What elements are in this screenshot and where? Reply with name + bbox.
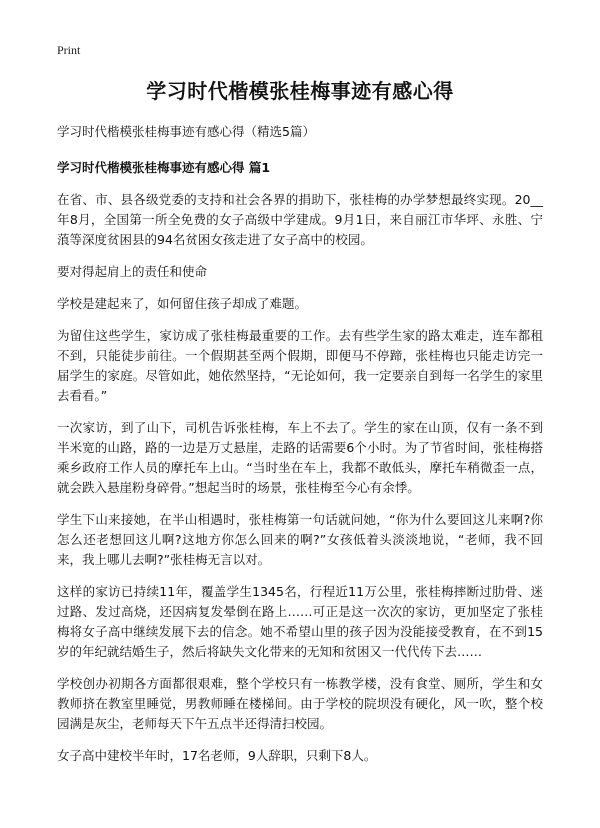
- print-label: Print: [57, 43, 81, 57]
- paragraph-9: 女子高中建校半年时，17名老师，9人辞职，只剩下8人。: [57, 748, 377, 763]
- paragraph-1: 在省、市、县各级党委的支持和社会各界的捐助下，张桂梅的办学梦想最终实现。20__年8月，全国第一所全免费的女子高级中学建成。9月1日，来自丽江市华坪、永胜、宁蒗等深度贫困县的94名贫困女孩走进了女子高中的校园。: [57, 192, 543, 247]
- paragraph-6: 学生下山来接她，在半山相遇时，张桂梅第一句话就问她，“你为什么要回这儿来啊?你怎么还老想回这儿啊?这地方你怎么回来的啊?”女孩低着头淡淡地说，“老师，我不回来，我上哪儿去啊?”张桂梅无言以对。: [57, 512, 543, 567]
- paragraph-7: 这样的家访已持续11年，覆盖学生1345名，行程近11万公里，张桂梅摔断过肋骨、迷过路、发过高烧，还因病复发晕倒在路上……可正是这一次次的家访，更加坚定了张桂梅将女子高中继续发展下去的信念。她不希望山里的孩子因为没能接受教育，在不到15岁的年纪就结婚生子，然后将缺失文化带来的无知和贫困又一代代传下去……: [57, 584, 543, 659]
- paragraph-5: 一次家访，到了山下，司机告诉张桂梅，车上不去了。学生的家在山顶，仅有一条不到半米宽的山路，路的一边是万丈悬崖，走路的话需要6个小时。为了节省时间，张桂梅搭乘乡政府工作人员的摩托车上山。“当时坐在车上，我都不敢低头，摩托车稍微歪一点，就会跌入悬崖粉身碎骨。”想起当时的场景，张桂梅至今心有余悸。: [57, 420, 543, 495]
- document-subtitle: 学习时代楷模张桂梅事迹有感心得（精选5篇）: [57, 124, 315, 139]
- section-heading: 学习时代楷模张桂梅事迹有感心得 篇1: [57, 160, 271, 175]
- paragraph-8: 学校创办初期各方面都很艰难，整个学校只有一栋教学楼，没有食堂、厕所，学生和女教师挤在教室里睡觉，男教师睡在楼梯间。由于学校的院坝没有硬化，风一吹，整个校园满是灰尘，老师每天下午五点半还得清扫校园。: [57, 676, 543, 731]
- document-title: 学习时代楷模张桂梅事迹有感心得: [146, 79, 454, 103]
- paragraph-4: 为留住这些学生，家访成了张桂梅最重要的工作。去有些学生家的路太难走，连车都租不到，只能徒步前往。一个假期甚至两个假期，即便马不停蹄，张桂梅也只能走访完一届学生的家庭。尽管如此，她依然坚持，“无论如何，我一定要亲自到每一名学生的家里去看看。”: [57, 328, 543, 403]
- paragraph-2: 要对得起肩上的责任和使命: [57, 264, 208, 279]
- paragraph-3: 学校是建起来了，如何留住孩子却成了难题。: [57, 296, 308, 311]
